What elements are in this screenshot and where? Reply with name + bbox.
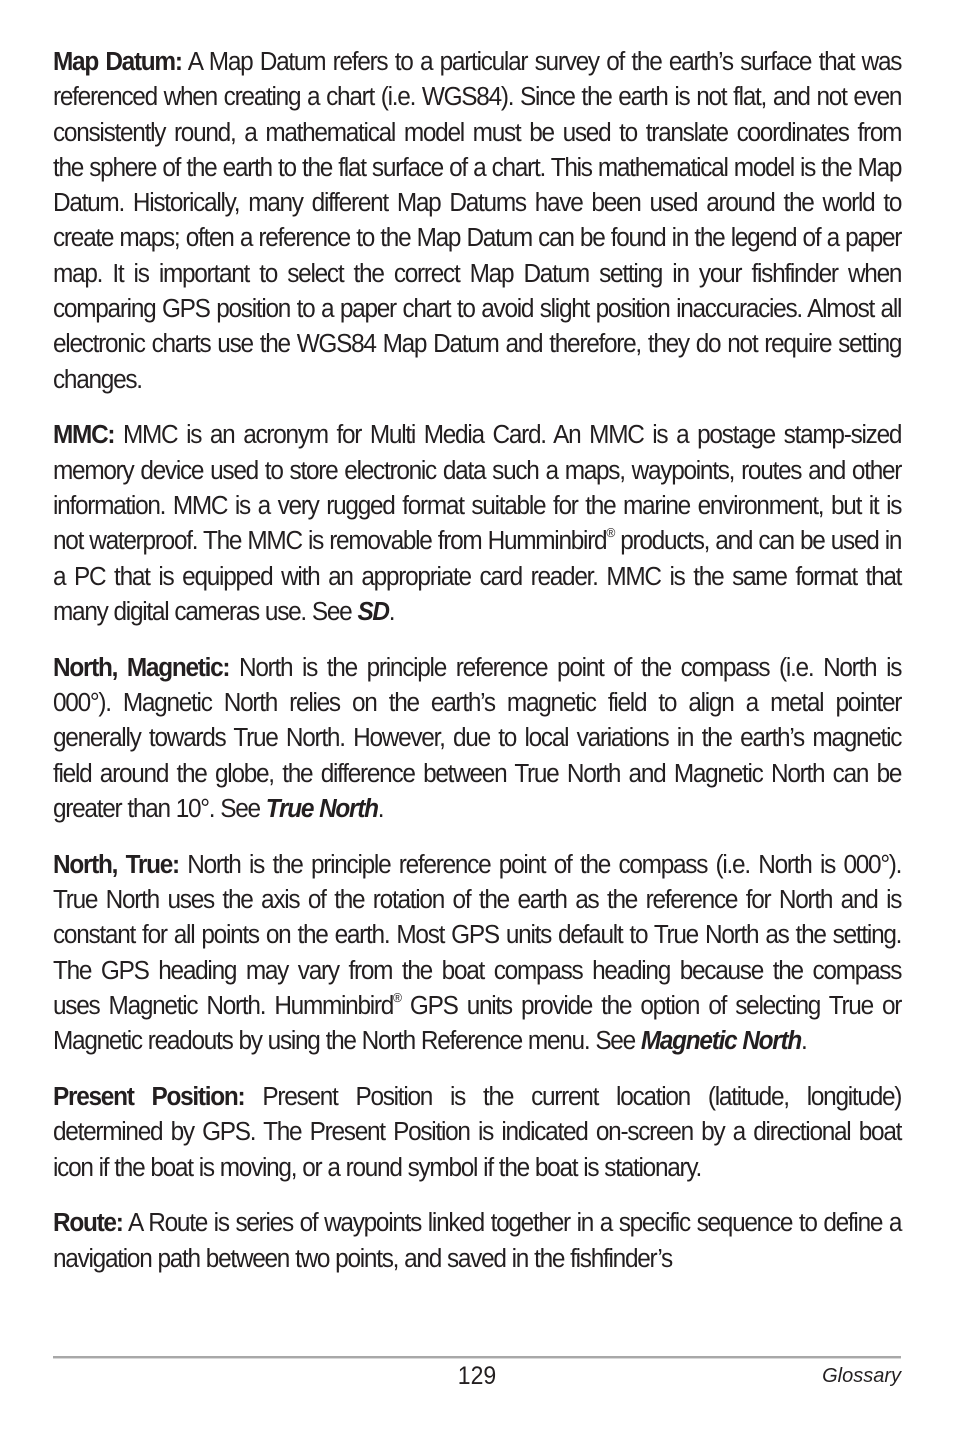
glossary-entry-north-magnetic: [53, 650, 901, 826]
glossary-definition-cont: products, and can be used in a PC that is equipped with an appropriate card reader. MMC is the same format that many digital cameras use. See: [53, 525, 902, 626]
cross-reference-magnetic-north[interactable]: Magnetic North: [640, 1025, 802, 1056]
glossary-term: North, True:: [53, 848, 179, 879]
sentence-end: .: [388, 595, 395, 626]
glossary-term: Route:: [53, 1207, 123, 1238]
glossary-page: [53, 44, 901, 1297]
cross-reference-true-north[interactable]: True North: [265, 792, 378, 823]
sentence-end: .: [801, 1025, 807, 1056]
glossary-definition: A Map Datum refers to a particular survey of the earth’s surface that was referenced when creating a chart (i.e. WGS84). Since the earth is not flat, and not even consistently round, a mathematical model must be used to translate coordinates from the sphere of the earth to the flat surface of a chart. This mathematical model is the Map Datum. Historically, many different Map Datums have been used around the world to create maps; often a reference to the Map Datum can be found in the legend of a paper map. It is important to select the correct Map Datum setting in your fishfinder when comparing GPS position to a paper chart to avoid slight position inaccuracies. Almost all electronic charts use the WGS84 Map Datum and therefore, they do not require setting changes.: [53, 46, 902, 394]
footer-divider: [53, 1356, 901, 1359]
sentence-end: .: [377, 792, 384, 823]
glossary-entry-mmc: [53, 417, 901, 629]
glossary-definition-cont: GPS units provide the option of selecting True or Magnetic readouts by using the North Reference menu. See: [53, 989, 902, 1056]
glossary-term: MMC:: [53, 419, 115, 450]
glossary-entry-north-true: [53, 847, 901, 1059]
glossary-definition: North is the principle reference point of the compass (i.e. North is 000°). Magnetic North relies on the earth’s magnetic field to align a metal pointer generally towards True North. However, due to local variations in the earth’s magnetic field around the globe, the difference between True North and Magnetic North can be greater than 10°. See: [53, 651, 902, 823]
section-name: Glossary: [822, 1365, 901, 1387]
page-number: 129: [457, 1362, 497, 1390]
glossary-entry-present-position: [53, 1079, 901, 1185]
glossary-term: North, Magnetic:: [53, 651, 230, 682]
registered-mark: ®: [393, 990, 401, 1006]
glossary-definition: Present Position is the current location (latitude, longitude) determined by GPS. The Present Position is indicated on-screen by a directional boat icon if the boat is moving, or a round symbol if the boat is stationary.: [53, 1081, 902, 1182]
glossary-definition: A Route is series of waypoints linked together in a specific sequence to define a navigation path between two points, and saved in the fishfinder’s: [53, 1207, 902, 1273]
glossary-entry-map-datum: [53, 44, 901, 397]
cross-reference-sd[interactable]: SD: [357, 595, 389, 626]
glossary-term: Present Position:: [53, 1081, 245, 1112]
glossary-definition: North is the principle reference point of the compass (i.e. North is 000°). True North uses the axis of the rotation of the earth as the reference for North and is constant for all points on the earth. Most GPS units default to True North as the setting. The GPS heading may vary from the boat compass heading because the compass uses Magnetic North. Humminbird: [53, 848, 902, 1020]
registered-mark: ®: [606, 525, 615, 541]
glossary-definition: MMC is an acronym for Multi Media Card. An MMC is a postage stamp-sized memory device used to store electronic data such a maps, waypoints, routes and other information. MMC is a very rugged format suitable for the marine environment, but it is not waterproof. The MMC is removable from Humminbird: [53, 419, 902, 556]
glossary-entry-route: [53, 1205, 901, 1276]
glossary-term: Map Datum:: [53, 46, 182, 76]
